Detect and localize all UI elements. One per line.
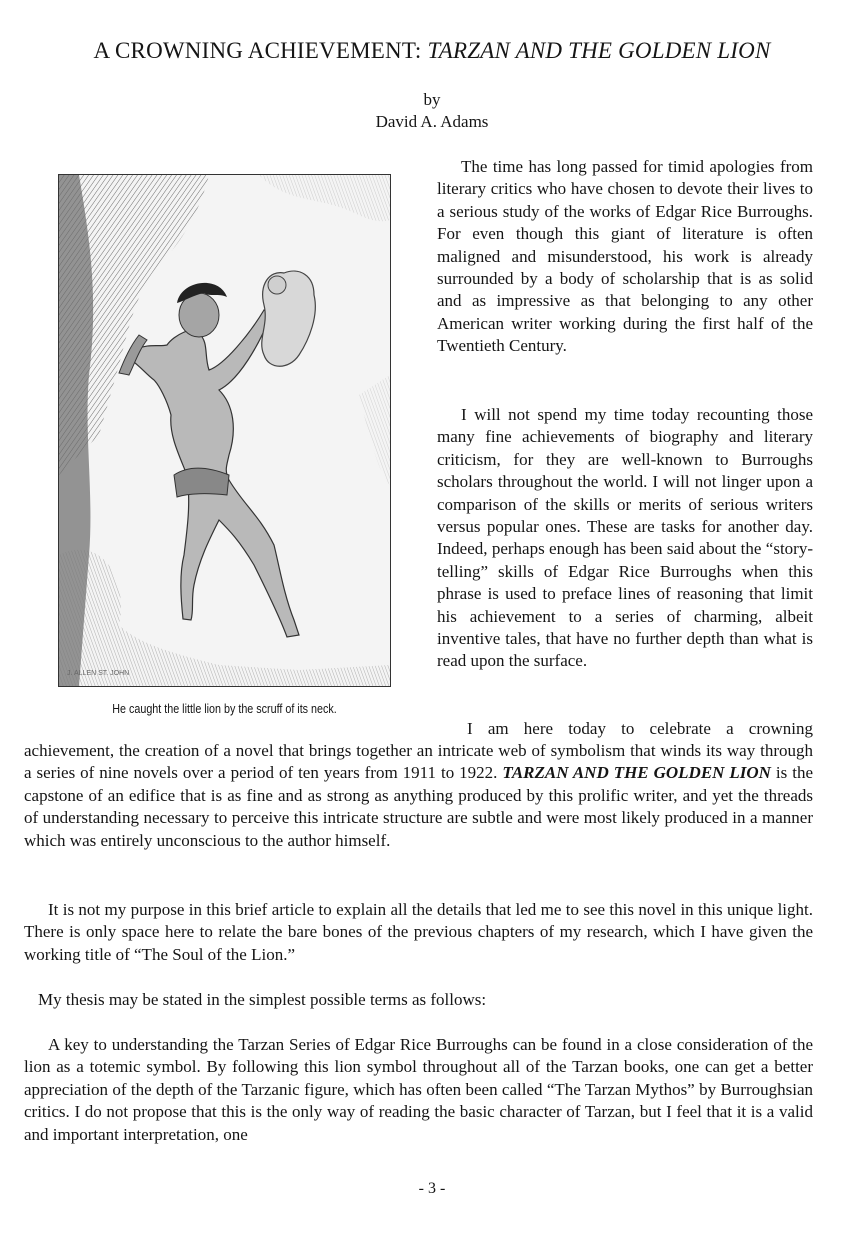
paragraph-2: I will not spend my time today recounting those many fine achievements of biography and literary criticism, for they are well-known to Burroughs scholars throughout the world. I will not linger upon a comparison of the skills or merits of serious writers versus popular ones. These are tasks for another day. Indeed, perhaps enough has been said about the “story-telling” skills of Edgar Rice Burroughs when this phrase is used to preface lines of reasoning that limit his achievement to a series of charming, albeit inventive tales, that have no further depth than what is read upon the surface.: [437, 405, 813, 671]
figure-caption: He caught the little lion by the scruff of its neck.: [112, 702, 337, 716]
paragraph-1: The time has long passed for timid apologies from literary critics who have chosen to devote their lives to a serious study of the works of Edgar Rice Burroughs. For even though this giant of literature is often maligned and misunderstood, his work is already surrounded by a body of scholarship that is as solid and as impressive as that belonging to any other American writer working during the first half of the Twentieth Century.: [437, 157, 813, 356]
paragraph-3: [24, 740, 813, 852]
article-title: [0, 38, 864, 64]
paragraph-3-after: is the capstone of an edifice that is as fine and as strong as anything produced by this prolific writer, and yet the threads of understanding necessary to perceive this intricate structure are subtle and were most likely produced in a manner which was entirely unconscious to the author himself.: [24, 763, 814, 850]
paragraph-3-first-line: I am here today to celebrate a crowning: [467, 719, 813, 738]
illustration: [58, 174, 391, 687]
paragraph-3-before: achievement, the creation of a novel that brings together an intricate web of symbolism that winds its way through a series of nine novels over a period of ten years from 1911 to 1922.: [24, 741, 813, 783]
byline: [0, 89, 864, 133]
author-name: David A. Adams: [375, 112, 489, 131]
title-main: A CROWNING ACHIEVEMENT:: [93, 38, 428, 63]
page-number: - 3 -: [418, 1180, 446, 1197]
tarzan-lion-illustration: [59, 175, 390, 686]
paragraph-6: A key to understanding the Tarzan Series of Edgar Rice Burroughs can be found in a close consideration of the lion as a totemic symbol. By following this lion symbol throughout all of the Tarzan books, one can get a better appreciation of the depth of the Tarzanic figure, which has often been called “The Tarzan Mythos” by Burroughsian critics. I do not propose that this is the only way of reading the basic character of Tarzan, but I feel that it is a valid and important interpretation, one: [24, 1035, 813, 1144]
paragraph-5: My thesis may be stated in the simplest possible terms as follows:: [38, 990, 487, 1009]
paragraph-4: It is not my purpose in this brief article to explain all the details that led me to see this novel in this unique light. There is only space here to relate the bare bones of the previous chapters of my research, which I have given the working title of “The Soul of the Lion.”: [24, 900, 813, 964]
artist-signature: J. ALLEN ST. JOHN: [67, 670, 130, 677]
byline-by: by: [423, 90, 441, 109]
novel-title-emphasis: TARZAN AND THE GOLDEN LION: [502, 763, 771, 783]
title-italic: TARZAN AND THE GOLDEN LION: [427, 38, 771, 63]
